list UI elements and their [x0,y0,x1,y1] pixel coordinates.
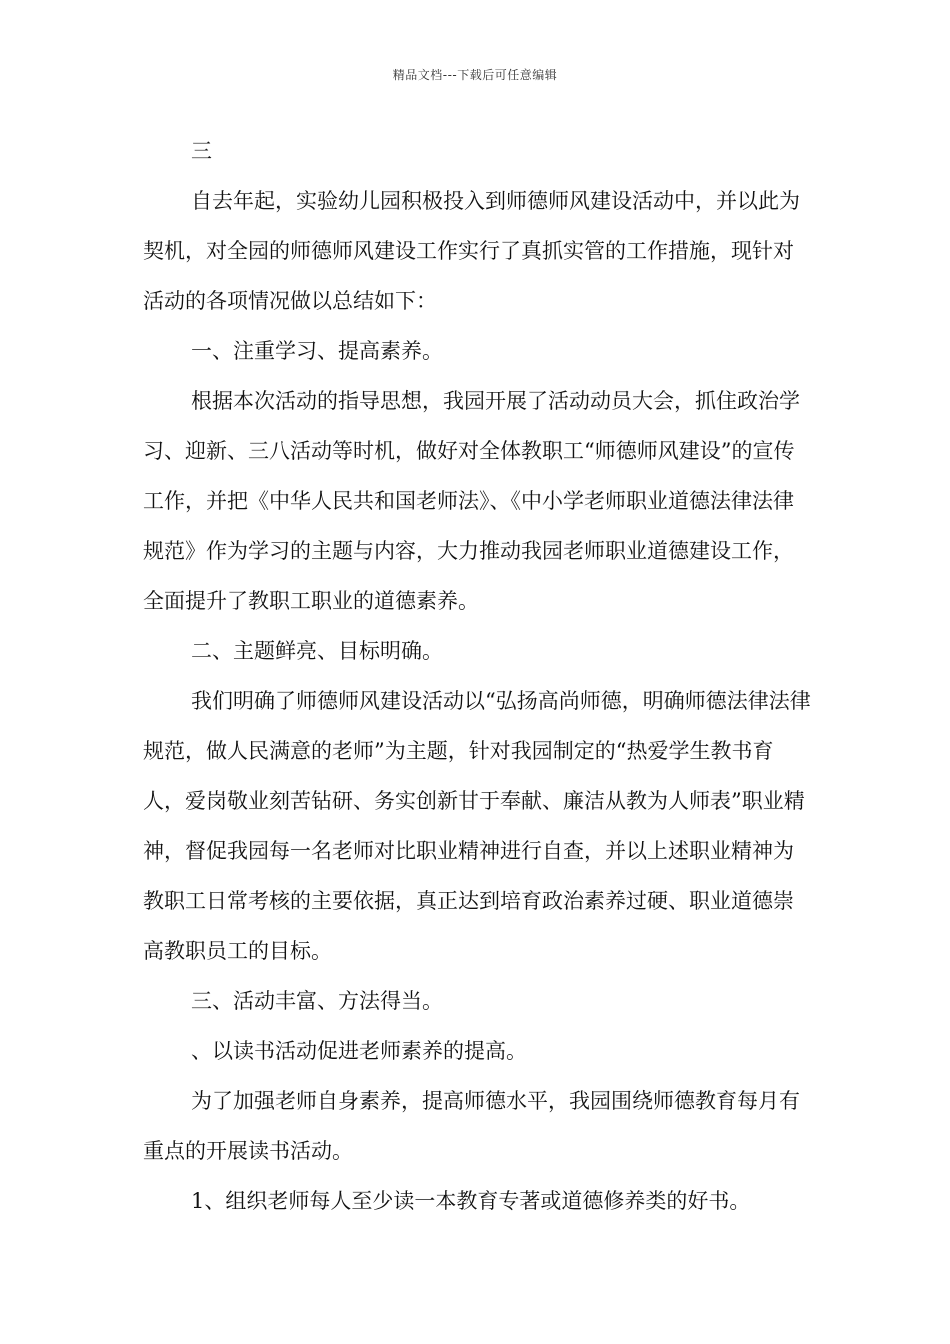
paragraph-3: 为了加强老师自身素养，提高师德水平，我园围绕师德教育每月有重点的开展读书活动。 [143,1089,800,1163]
paragraph-1: 根据本次活动的指导思想，我园开展了活动动员大会，抓住政治学习、迎新、三八活动等时机，做好对全体教职工“师德师风建设”的宣传工作，并把《中华人民共和国老师法》、《中小学老师职业道德法律法律规范》作为学习的主题与内容，大力推动我园老师职业道德建设工作，全面提升了教职工职业的道德素养。 [143,389,800,613]
list-item-1: 1、组织老师每人至少读一本教育专著或道德修养类的好书。 [191,1189,751,1213]
subheading-reading: 、以读书活动促进老师素养的提高。 [191,1039,527,1063]
section-number: 三 [191,139,212,163]
heading-3: 三、活动丰富、方法得当。 [191,989,443,1013]
heading-2: 二、主题鲜亮、目标明确。 [191,639,443,663]
intro-paragraph: 自去年起，实验幼儿园积极投入到师德师风建设活动中，并以此为契机，对全园的师德师风建设工作实行了真抓实管的工作措施，现针对活动的各项情况做以总结如下： [143,189,800,313]
page-header: 精品文档---下载后可任意编辑 [392,68,558,82]
heading-1: 一、注重学习、提高素养。 [191,339,443,363]
document-body [143,126,811,1226]
paragraph-2: 我们明确了师德师风建设活动以“弘扬高尚师德，明确师德法律法律规范，做人民满意的老师”为主题，针对我园制定的“热爱学生教书育人，爱岗敬业刻苦钻研、务实创新甘于奉献、廉洁从教为人师表”职业精神，督促我园每一名老师对比职业精神进行自查，并以上述职业精神为教职工日常考核的主要依据，真正达到培育政治素养过硬、职业道德崇高教职员工的目标。 [143,689,811,963]
